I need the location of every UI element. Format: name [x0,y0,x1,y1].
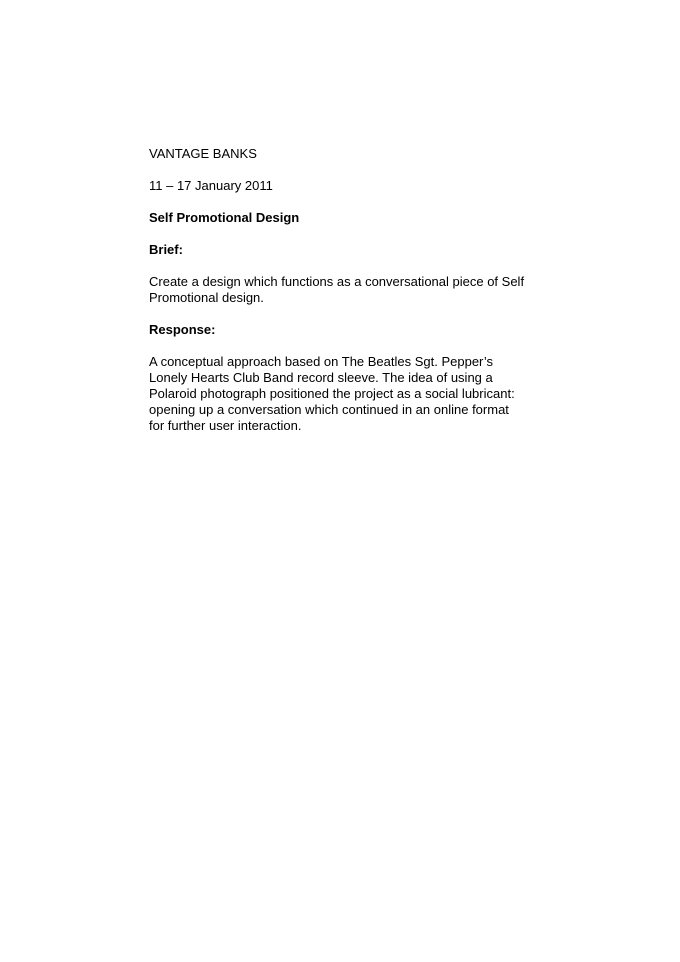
brief-line: Promotional design. [149,290,264,305]
response-text [149,354,549,434]
response-line: for further user interaction. [149,418,302,433]
response-line: A conceptual approach based on The Beatles Sgt. Pepper’s [149,354,494,369]
brief-label: Brief: [149,242,183,257]
company-heading: VANTAGE BANKS [149,146,257,161]
brief-line: Create a design which functions as a conversational piece of Self [149,274,525,289]
document-body [149,146,549,434]
date-range: 11 – 17 January 2011 [149,178,273,193]
response-line: Polaroid photograph positioned the project as a social lubricant: [149,386,515,401]
response-line: opening up a conversation which continued in an online format [149,402,509,417]
response-label: Response: [149,322,216,337]
brief-text [149,274,549,306]
project-title: Self Promotional Design [149,210,300,225]
response-line: Lonely Hearts Club Band record sleeve. The idea of using a [149,370,493,385]
